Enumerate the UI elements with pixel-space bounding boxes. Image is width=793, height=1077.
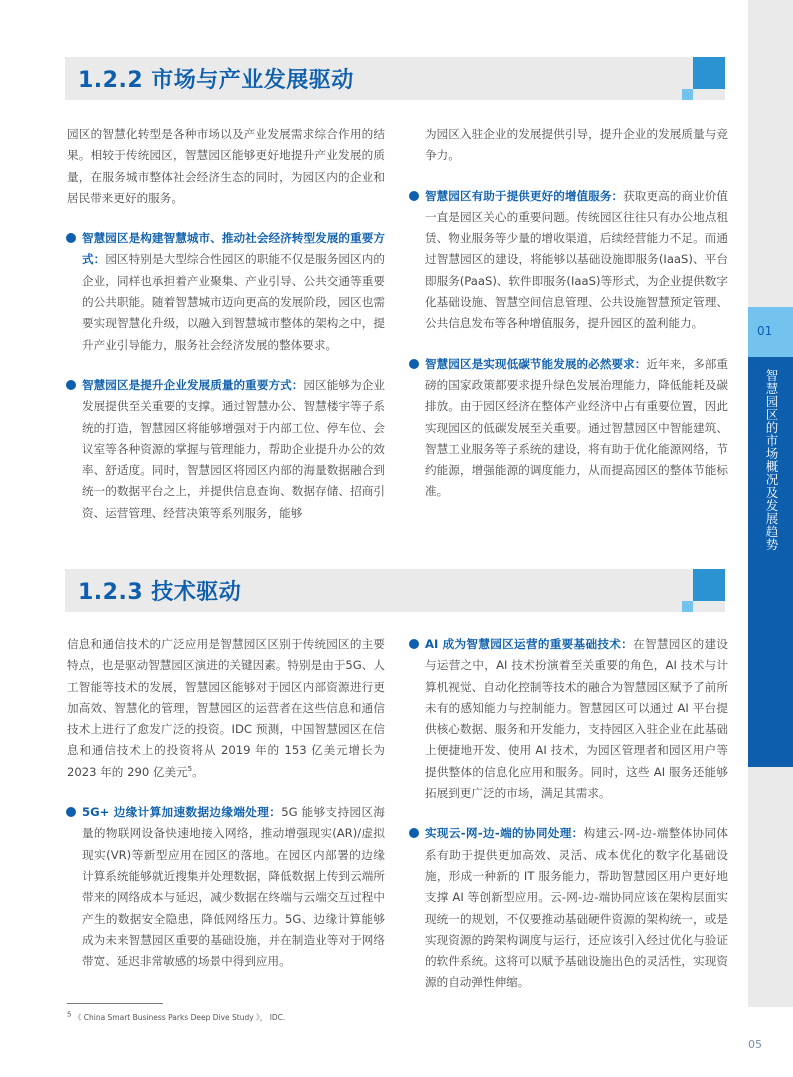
chapter-title: 智慧园区的市场概况及发展趋势 bbox=[764, 369, 779, 551]
bullet-item bbox=[410, 634, 728, 804]
intro-paragraph bbox=[67, 634, 385, 783]
bullet-dot-icon bbox=[409, 828, 419, 838]
bullet-dot-icon bbox=[409, 359, 419, 369]
bullet-text: 5G 能够支持园区海量的物联网设备快速地接入网络，推动增强现实(AR)/虚拟现实(VR)等新型应用在园区的落地。在园区内部署的边缘计算系统能够就近搜集并处理数据，降低数据上传到云端所带来的网络成本与延迟，减少数据在终端与云端交互过程中产生的数据安全隐患，降低网络压力。5G、边缘计算能够成为未来智慧园区重要的基础设施，并在制造业等对于网络带宽、延迟非常敏感的场景中得到应用。 bbox=[82, 805, 385, 969]
intro-paragraph: 园区的智慧化转型是各种市场以及产业发展需求综合作用的结果。相较于传统园区，智慧园区能够更好地提升产业发展的质量，在服务城市整体社会经济生态的同时，为园区内的企业和居民带来更好的服务。 bbox=[67, 127, 385, 205]
page-number: 05 bbox=[748, 1038, 762, 1051]
bullet-dot-icon bbox=[66, 380, 76, 390]
intro-text: 信息和通信技术的广泛应用是智慧园区区别于传统园区的主要特点，也是驱动智慧园区演进的关键因素。特别是由于5G、人工智能等技术的发展，智慧园区能够对于园区内部资源进行更加高效、智慧化的管理，智慧园区的运营者在这些信息和通信技术上进行了愈发广泛的投资。IDC 预测，中国智慧园区在信息和通信技术上的投资将从 2019 年的 153 亿美元增长为 2023 年的 290 亿美元 bbox=[67, 637, 385, 779]
decorative-square-small bbox=[682, 89, 693, 100]
bullet-text: 近年来，多部重磅的国家政策都要求提升绿色发展治理能力，降低能耗及碳排放。由于园区经济在整体产业经济中占有重要位置，因此实现园区的低碳发展至关重要。通过智慧园区中智能建筑、智慧工业服务等子系统的建设，将有助于优化能源网络，节约能源，增强能源的调度能力，从而提高园区的整体节能标准。 bbox=[425, 356, 728, 499]
decorative-square-large bbox=[693, 57, 725, 89]
section-1-2-3-left-column bbox=[67, 634, 385, 991]
bullet-item bbox=[67, 802, 385, 972]
bullet-dot-icon bbox=[409, 639, 419, 649]
chapter-title-tab bbox=[748, 357, 793, 767]
bullet-lead: 5G+ 边缘计算加速数据边缘端处理： bbox=[82, 805, 282, 820]
sidebar-gray-band-bottom bbox=[748, 767, 793, 1007]
section-1-2-2-right-column bbox=[410, 124, 728, 522]
footnote-divider bbox=[67, 1003, 163, 1004]
chapter-sidebar bbox=[748, 0, 793, 1077]
section-header-1-2-3 bbox=[65, 569, 725, 612]
footnote-text: 《 China Smart Business Parks Deep Dive Study 》， IDC. bbox=[73, 1013, 286, 1022]
bullet-text: 园区特别是大型综合性园区的职能不仅是服务园区内的企业，同样也承担着产业聚集、产业引导、公共交通等重要的公共职能。随着智慧城市迈向更高的发展阶段，园区也需要实现智慧化升级，以融入到智慧城市整体的架构之中，提升产业引导能力，服务社会经济发展的整体要求。 bbox=[82, 252, 385, 352]
bullet-dot-icon bbox=[66, 233, 76, 243]
decorative-square-small bbox=[682, 601, 693, 612]
section-header-1-2-2 bbox=[65, 57, 725, 100]
bullet-item bbox=[410, 823, 728, 993]
section-1-2-2-left-column bbox=[67, 124, 385, 543]
bullet-lead: 智慧园区是构建智慧城市、推动社会经济转型发展的重要方式： bbox=[82, 231, 385, 267]
bullet-lead: AI 成为智慧园区运营的重要基础技术： bbox=[425, 637, 634, 651]
bullet-item bbox=[67, 375, 385, 524]
footnote-reference: 5 bbox=[187, 764, 193, 773]
footnote bbox=[67, 1012, 285, 1023]
intro-end: 。 bbox=[192, 764, 204, 779]
chapter-number-box bbox=[748, 307, 793, 357]
bullet-lead: 智慧园区是提升企业发展质量的重要方式： bbox=[82, 377, 304, 392]
bullet-item bbox=[67, 228, 385, 356]
bullet-lead: 实现云-网-边-端的协同处理： bbox=[425, 826, 584, 841]
footnote-marker: 5 bbox=[67, 1010, 72, 1019]
bullet-text: 在智慧园区的建设与运营之中，AI 技术扮演着至关重要的角色，AI 技术与计算机视觉、自动化控制等技术的融合为智慧园区赋予了前所未有的感知能力与控制能力。智慧园区可以通过 AI 平台提供核心数据、服务和开发能力，支持园区入驻企业在此基础上便捷地开发、使用 AI 技术，为园区管理者和园区用户等提供整体的信息化应用和服务。同时，这些 AI 服务还能够拓展到更广泛的市场，满足其需求。 bbox=[425, 637, 728, 801]
bullet-item bbox=[410, 354, 728, 503]
section-1-2-3-right-column bbox=[410, 634, 728, 1013]
chapter-number: 01 bbox=[757, 324, 773, 338]
bullet-text: 获取更高的商业价值一直是园区关心的重要问题。传统园区往往只有办公地点租赁、物业服务等少量的增收渠道，后续经营能力不足。而通过智慧园区的建设，将能够以基础设施即服务(IaaS)、平台即服务(PaaS)、软件即服务(IaaS)等形式，为企业提供数字化基础设施、智慧空间信息管理、公共设施智慧预定管理、公共信息发布等各种增值服务，提升园区的盈利能力。 bbox=[425, 188, 728, 331]
continuation-paragraph: 为园区入驻企业的发展提供引导，提升企业的发展质量与竞争力。 bbox=[425, 127, 728, 163]
bullet-dot-icon bbox=[409, 191, 419, 201]
bullet-text: 园区能够为企业发展提供至关重要的支撑。通过智慧办公、智慧楼宇等子系统的打造，智慧园区将能够增强对于内部工位、停车位、会议室等各种资源的掌握与管理能力，帮助企业提升办公的效率、舒适度。同时，智慧园区将园区内部的海量数据融合到统一的数据平台之上，并提供信息查询、数据存储、招商引资、运营管理、经营决策等系列服务，能够 bbox=[82, 377, 385, 520]
bullet-lead: 智慧园区是实现低碳节能发展的必然要求： bbox=[425, 356, 647, 371]
bullet-lead: 智慧园区有助于提供更好的增值服务： bbox=[425, 188, 624, 203]
section-title: 1.2.3 技术驱动 bbox=[78, 580, 242, 605]
section-title: 1.2.2 市场与产业发展驱动 bbox=[78, 68, 354, 93]
bullet-text: 构建云-网-边-端整体协同体系有助于提供更加高效、灵活、成本优化的数字化基础设施，形成一种新的 IT 服务能力，帮助智慧园区用户更好地支撑 AI 等创新型应用。云-网-边-端协同应该在架构层面实现统一的规划，不仅要推动基础硬件资源的架构统一，或是实现资源的跨架构调度与运行，还应该引入经过优化与验证的软件系统。这将可以赋予基础设施出色的灵活性，实现资源的自动弹性伸缩。 bbox=[425, 826, 728, 990]
bullet-dot-icon bbox=[66, 807, 76, 817]
decorative-square-large bbox=[693, 569, 725, 601]
sidebar-gray-band-top bbox=[748, 0, 793, 307]
bullet-item bbox=[410, 186, 728, 335]
